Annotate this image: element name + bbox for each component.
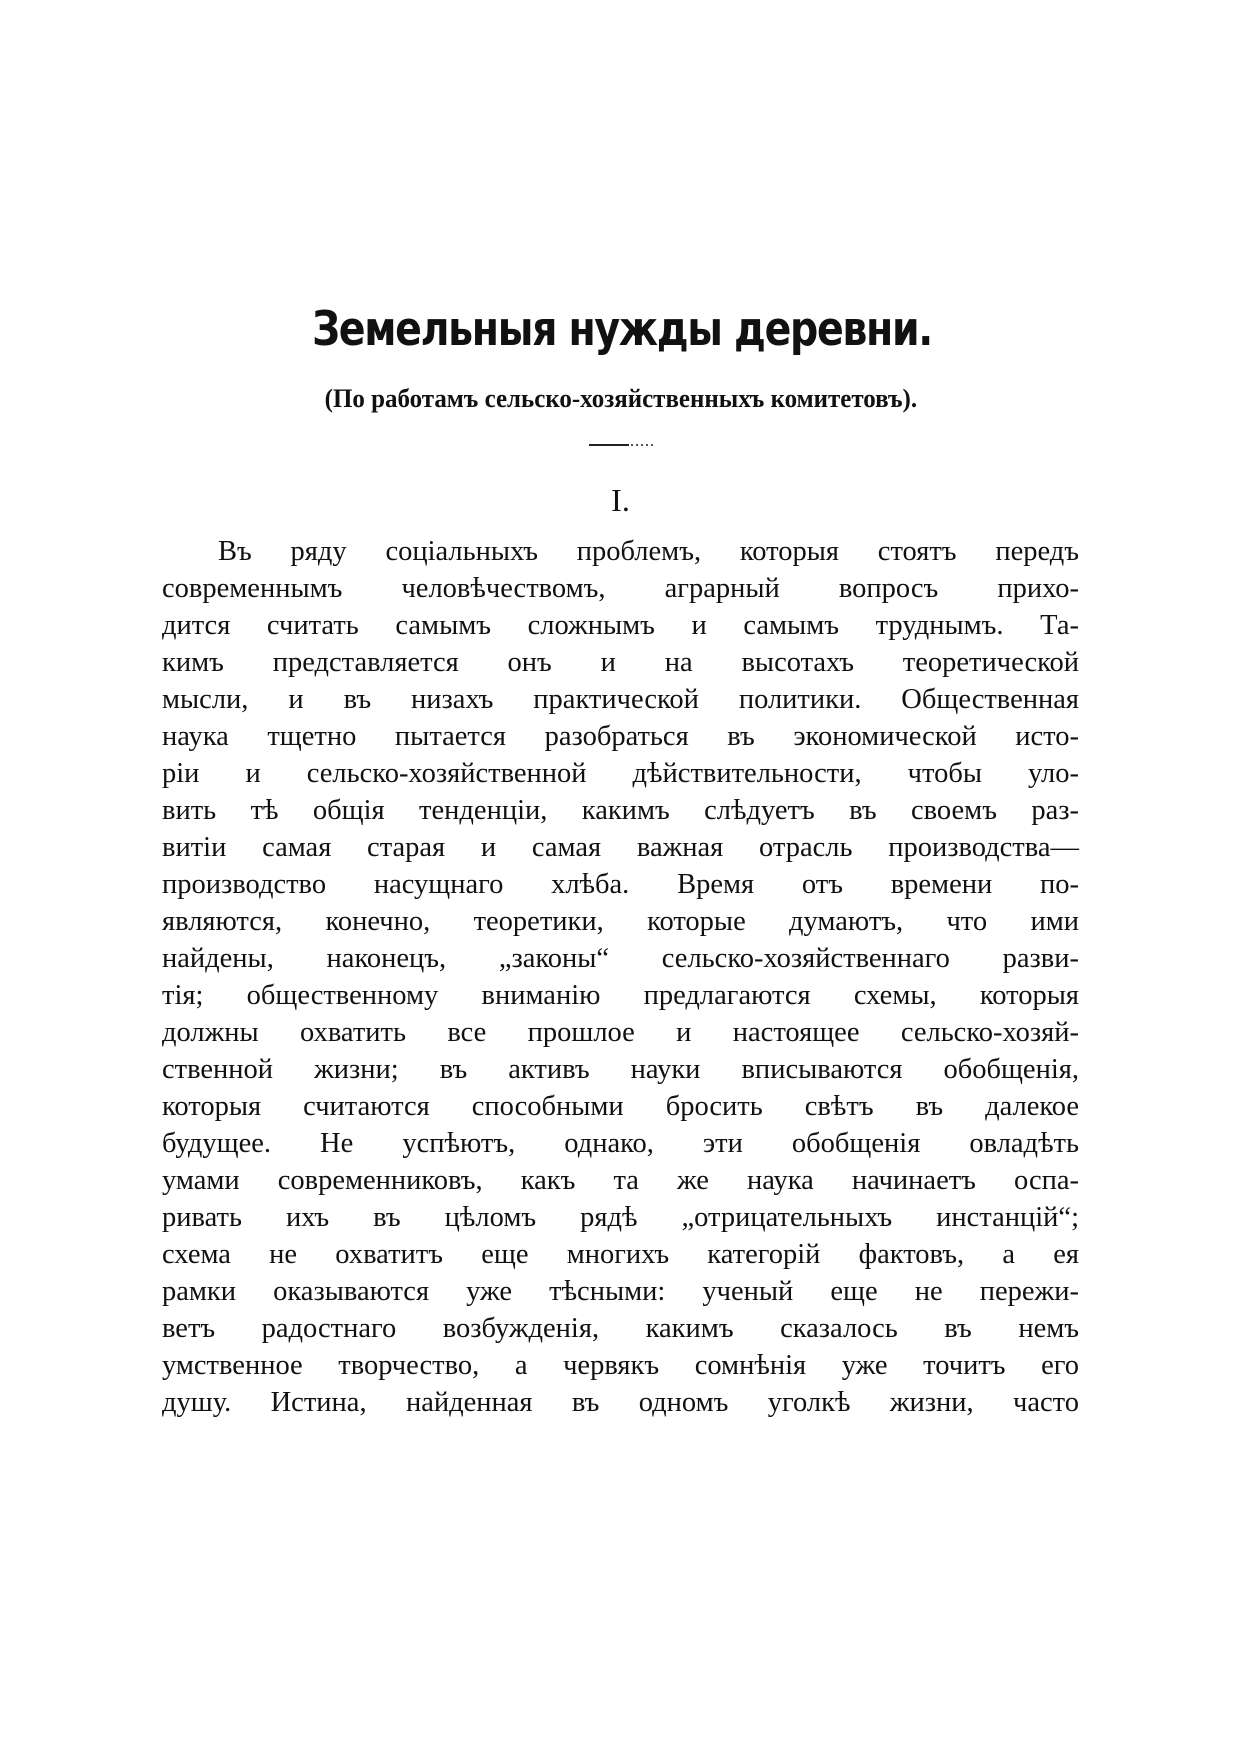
text-line: ветъ радостнаго возбужденія, какимъ сказалось въ немъ [162, 1313, 1079, 1344]
text-line: умами современниковъ, какъ та же наука начинаетъ оспа- [162, 1165, 1079, 1196]
text-line: найдены, наконецъ, „законы“ сельско-хозяйственнаго разви- [162, 943, 1079, 974]
text-line: рамки оказываются уже тѣсными: ученый еще не пережи- [162, 1276, 1079, 1307]
text-line: ріи и сельско-хозяйственной дѣйствительности, чтобы уло- [162, 758, 1079, 789]
text-line: производство насущнаго хлѣба. Время отъ времени по- [162, 869, 1079, 900]
text-line: умственное творчество, а червякъ сомнѣнія уже точитъ его [162, 1350, 1079, 1381]
text-line: должны охватить все прошлое и настоящее сельско-хозяй- [162, 1017, 1079, 1048]
text-line: витіи самая старая и самая важная отрасль производства— [162, 832, 1079, 863]
text-line: ривать ихъ въ цѣломъ рядѣ „отрицательныхъ инстанцій“; [162, 1202, 1079, 1233]
text-line: тія; общественному вниманію предлагаются схемы, которыя [162, 980, 1079, 1011]
text-line: дится считать самымъ сложнымъ и самымъ труднымъ. Та- [162, 610, 1079, 641]
document-subtitle: (По работамъ сельско-хозяйственныхъ комитетовъ). [324, 384, 918, 413]
text-line: кимъ представляется онъ и на высотахъ теоретической [162, 647, 1079, 678]
text-line: наука тщетно пытается разобраться въ экономической исто- [162, 721, 1079, 752]
divider-line [589, 444, 629, 446]
text-line: современнымъ человѣчествомъ, аграрный вопросъ прихо- [162, 573, 1079, 604]
title-divider [0, 444, 1241, 446]
text-line: мысли, и въ низахъ практической политики. Общественная [162, 684, 1079, 715]
divider-dots [631, 444, 653, 446]
text-line: вить тѣ общія тенденціи, какимъ слѣдуетъ въ своемъ раз- [162, 795, 1079, 826]
text-line: ственной жизни; въ активъ науки вписываются обобщенія, [162, 1054, 1079, 1085]
text-line: душу. Истина, найденная въ одномъ уголкѣ жизни, часто [162, 1387, 1079, 1418]
section-number: I. [611, 482, 630, 518]
text-line: являются, конечно, теоретики, которые думаютъ, что ими [162, 906, 1079, 937]
document-title: Земельныя нужды деревни. [312, 302, 932, 357]
text-line: которыя считаются способными бросить свѣтъ въ далекое [162, 1091, 1079, 1122]
body-paragraph [162, 533, 1079, 1421]
text-line: будущее. Не успѣютъ, однако, эти обобщенія овладѣть [162, 1128, 1079, 1159]
text-line: Въ ряду соціальныхъ проблемъ, которыя стоятъ передъ [218, 536, 1079, 567]
text-line: схема не охватитъ еще многихъ категорій фактовъ, а ея [162, 1239, 1079, 1270]
